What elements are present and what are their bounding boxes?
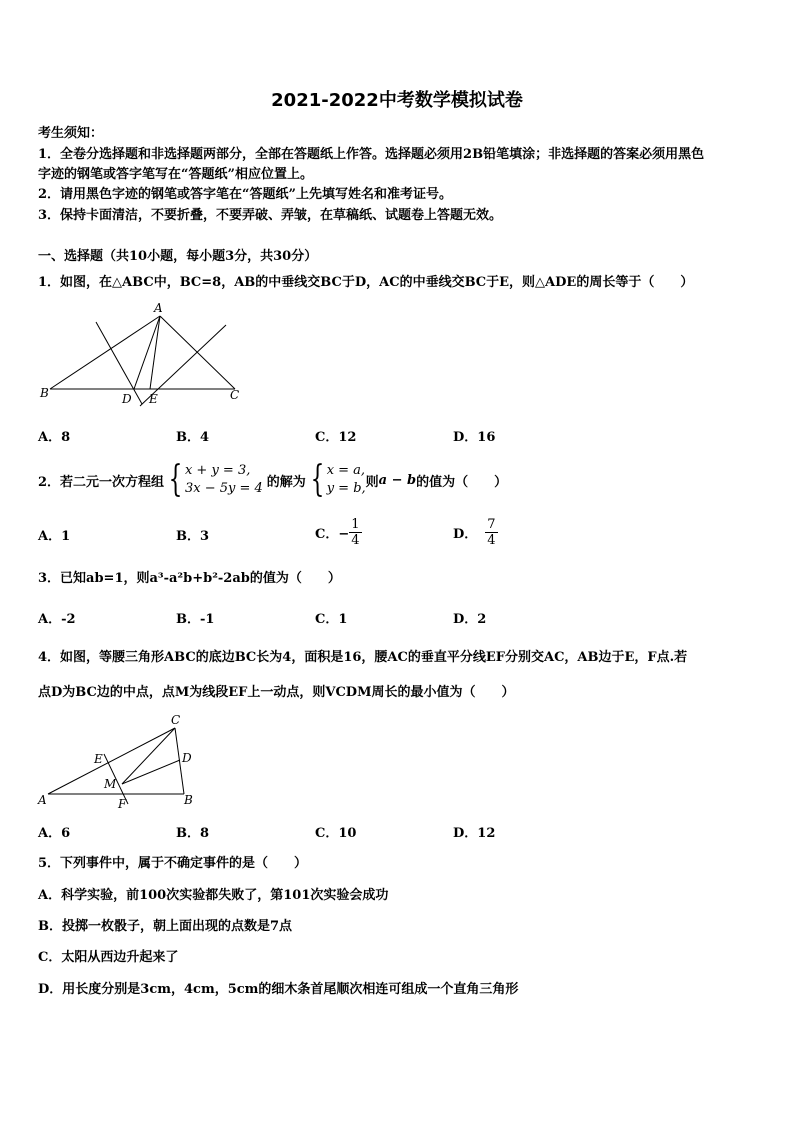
- q1-label-d: D: [122, 392, 132, 406]
- q4-label-e: E: [94, 752, 103, 766]
- q2-eq-1: x + y = 3,: [184, 463, 251, 478]
- q4-label-b: B: [184, 793, 193, 807]
- question-1-stem: 1．如图，在△ABC中，BC=8，AB的中垂线交BC于D，AC的中垂线交BC于E，则△ADE的周长等于（ ）: [38, 275, 694, 290]
- notice-heading: 考生须知：: [38, 126, 104, 141]
- q2-option-d-label: D．: [453, 526, 478, 542]
- question-4-line-2: 点D为BC边的中点，点M为线段EF上一动点，则VCDM周长的最小值为（ ）: [38, 685, 515, 700]
- notice-line-2: 2．请用黑色字迹的钢笔或答字笔在“答题纸”上先填写姓名和准考证号。: [38, 187, 453, 202]
- q4-option-d[interactable]: D．12: [453, 826, 496, 841]
- q2-option-d[interactable]: [453, 514, 498, 550]
- question-2-stem: [38, 458, 507, 502]
- q2-prefix: 2．若二元一次方程组: [38, 474, 165, 490]
- q3-option-d[interactable]: D．2: [453, 612, 487, 627]
- q2-suffix-b: 的值为（ ）: [416, 474, 508, 490]
- question-3-stem: 3．已知ab=1，则a³-a²b+b²-2ab的值为（ ）: [38, 571, 341, 586]
- q5-option-d[interactable]: D．用长度分别是3cm，4cm，5cm的细木条首尾顺次相连可组成一个直角三角形: [38, 982, 519, 997]
- q1-option-d[interactable]: D．16: [453, 430, 496, 445]
- q2-expression: a − b: [378, 472, 417, 488]
- q4-option-b[interactable]: B．8: [176, 826, 210, 841]
- q5-option-a[interactable]: A．科学实验，前100次实验都失败了，第101次实验会成功: [38, 888, 389, 903]
- q4-label-d: D: [182, 751, 192, 765]
- q5-option-c[interactable]: C．太阳从西边升起来了: [38, 950, 179, 965]
- notice-line-1a: 1．全卷分选择题和非选择题两部分，全部在答题纸上作答。选择题必须用2B铅笔填涂；非选择题的答案必须用黑色: [38, 147, 705, 162]
- question-4-figure: [34, 712, 204, 812]
- q2-eq-2: 3x − 5y = 4: [184, 481, 263, 496]
- q4-label-c: C: [171, 713, 181, 727]
- q2-option-b[interactable]: B．3: [176, 529, 210, 544]
- question-1-figure: [36, 300, 244, 412]
- q2-option-c-label: C．−: [315, 526, 350, 542]
- exam-title: 2021-2022中考数学模拟试卷: [271, 90, 523, 111]
- q2-sol-2: y = b,: [326, 481, 366, 496]
- q2-option-d-fraction: [485, 517, 497, 548]
- notice-line-1b: 字迹的钢笔或答字笔写在“答题纸”相应位置上。: [38, 167, 313, 182]
- notice-line-3: 3．保持卡面清洁，不要折叠，不要弄破、弄皱，在草稿纸、试题卷上答题无效。: [38, 208, 503, 223]
- q2-solution-system: { x = a, y = b,: [310, 459, 366, 500]
- q4-option-c[interactable]: C．10: [315, 826, 357, 841]
- question-4-line-1: 4．如图，等腰三角形ABC的底边BC长为4，面积是16，腰AC的垂直平分线EF分别交AC，AB边于E，F点.若: [38, 650, 688, 665]
- q4-label-a: A: [38, 793, 47, 807]
- q1-label-e: E: [149, 392, 158, 406]
- q2-d-denominator: 4: [487, 532, 496, 548]
- q1-label-a: A: [154, 301, 163, 315]
- q2-option-c[interactable]: [315, 514, 362, 550]
- q4-option-a[interactable]: A．6: [38, 826, 71, 841]
- q2-option-a[interactable]: A．1: [38, 529, 71, 544]
- q4-label-m: M: [104, 777, 117, 791]
- q1-option-c[interactable]: C．12: [315, 430, 357, 445]
- q1-label-c: C: [230, 388, 240, 402]
- q1-option-b[interactable]: B．4: [176, 430, 210, 445]
- q2-d-numerator: 7: [487, 516, 496, 532]
- q2-sol-1: x = a,: [326, 463, 366, 478]
- q3-option-b[interactable]: B．-1: [176, 612, 215, 627]
- q1-label-b: B: [40, 386, 49, 400]
- q2-c-numerator: 1: [351, 516, 360, 532]
- q2-suffix-a: 则: [365, 474, 379, 490]
- q2-equation-system: { x + y = 3, 3x − 5y = 4: [168, 459, 263, 500]
- q3-option-c[interactable]: C．1: [315, 612, 348, 627]
- q2-option-c-fraction: [349, 517, 361, 548]
- section-heading: 一、选择题（共10小题，每小题3分，共30分）: [38, 249, 318, 264]
- q2-c-denominator: 4: [351, 532, 360, 548]
- question-5-stem: 5．下列事件中，属于不确定事件的是（ ）: [38, 856, 308, 871]
- q1-option-a[interactable]: A．8: [38, 430, 71, 445]
- q3-option-a[interactable]: A．-2: [38, 612, 76, 627]
- q5-option-b[interactable]: B．投掷一枚骰子，朝上面出现的点数是7点: [38, 919, 293, 934]
- q2-mid: 的解为: [266, 474, 306, 490]
- q4-label-f: F: [118, 797, 127, 811]
